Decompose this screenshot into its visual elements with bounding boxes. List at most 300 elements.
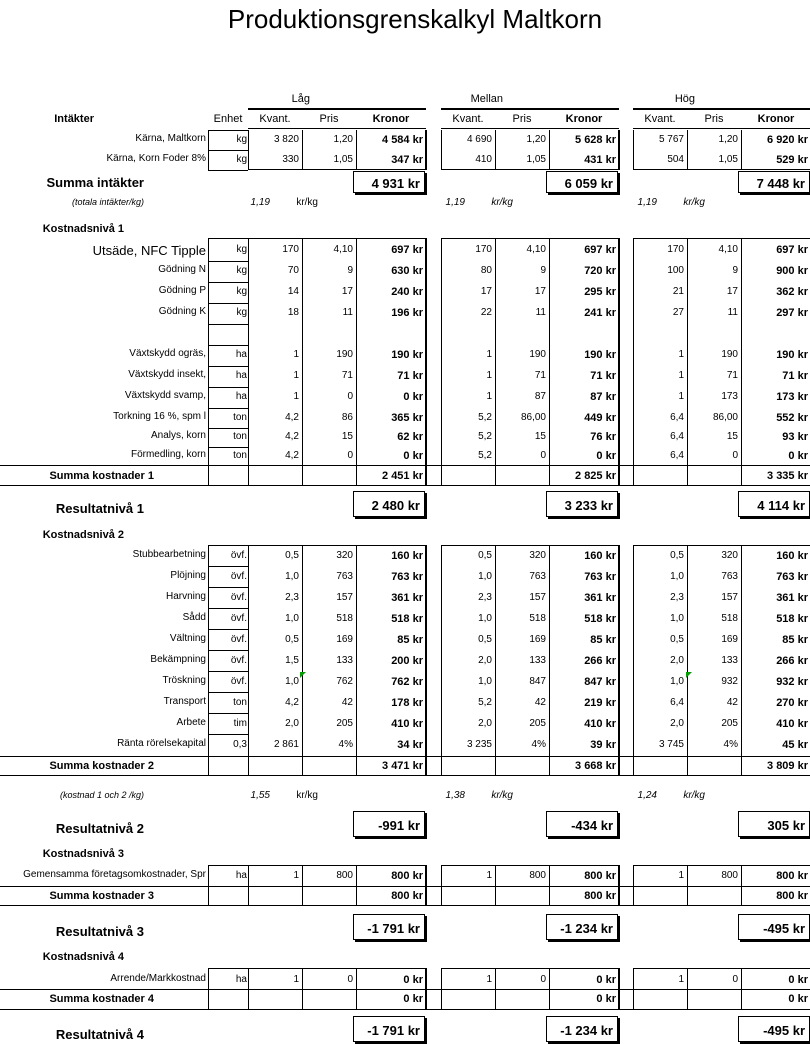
price-cell: 0 xyxy=(347,973,353,985)
header-price: Pris xyxy=(704,113,724,125)
scenario-rule xyxy=(248,108,426,110)
row-label: Vältning xyxy=(169,633,206,644)
sum3-grid xyxy=(549,887,550,905)
qty-cell: 2,3 xyxy=(670,592,684,603)
result-box xyxy=(353,491,425,517)
unit-cell: kg xyxy=(236,244,247,255)
sum2-grid xyxy=(248,757,249,775)
price-cell: 1,20 xyxy=(526,134,546,145)
qty-cell: 3 820 xyxy=(273,134,299,145)
unit-cell: ha xyxy=(235,869,247,881)
price-cell: 1,20 xyxy=(718,134,738,145)
ratio-unit: kr/kg xyxy=(491,790,513,801)
amount-cell: 178 kr xyxy=(391,697,423,709)
sum1-grid xyxy=(741,466,742,485)
sum2-grid xyxy=(302,757,303,775)
row-label: Analys, korn xyxy=(150,430,206,441)
amount-cell: 219 kr xyxy=(584,697,616,709)
amount-cell: 0 kr xyxy=(403,391,423,403)
amount-cell: 266 kr xyxy=(584,655,616,667)
result-box xyxy=(546,914,618,940)
scenario-rule xyxy=(633,108,810,110)
price-cell: 320 xyxy=(336,550,353,561)
sum1-grid xyxy=(356,466,357,485)
amount-cell: 190 kr xyxy=(776,349,808,361)
ratio-unit: kr/kg xyxy=(683,790,705,801)
price-cell: 518 xyxy=(721,613,738,624)
qty-cell: 3 235 xyxy=(466,739,492,750)
grid-line xyxy=(441,238,619,239)
qty-cell: 100 xyxy=(667,265,684,276)
price-cell: 0 xyxy=(347,391,353,402)
price-cell: 0 xyxy=(732,973,738,985)
amount-cell: 697 kr xyxy=(776,244,808,256)
price-cell: 0 xyxy=(732,450,738,461)
grid-line xyxy=(248,865,426,866)
qty-cell: 2,0 xyxy=(478,655,492,666)
unit-cell: kg xyxy=(236,307,247,318)
amount-cell: 763 kr xyxy=(391,571,423,583)
amount-cell: 266 kr xyxy=(776,655,808,667)
result-value: 7 448 kr xyxy=(756,175,805,191)
sum3-grid xyxy=(618,887,620,905)
amount-cell: 720 kr xyxy=(584,265,616,277)
qty-cell: 1 xyxy=(678,869,684,881)
grid-line xyxy=(441,128,619,129)
header-amount: Kronor xyxy=(757,113,795,125)
price-cell: 17 xyxy=(726,286,738,297)
unit-rule xyxy=(208,408,248,409)
qty-cell: 1,0 xyxy=(478,571,492,582)
price-cell: 205 xyxy=(336,718,353,729)
qty-cell: 70 xyxy=(287,265,299,276)
result-box xyxy=(546,811,618,837)
cost1-grid xyxy=(618,238,620,466)
price-cell: 320 xyxy=(721,550,738,561)
sum4-grid xyxy=(441,990,442,1009)
row-label: Stubbearbetning xyxy=(132,549,206,560)
sum1-grid xyxy=(618,466,620,485)
ratio-value: 1,19 xyxy=(250,197,270,208)
grid-line xyxy=(248,128,426,129)
amount-cell: 45 kr xyxy=(782,739,808,751)
amount-cell: 240 kr xyxy=(391,286,423,298)
amount-cell: 71 kr xyxy=(590,370,616,382)
qty-cell: 21 xyxy=(672,286,684,297)
sum1-grid xyxy=(687,466,688,485)
unit-rule xyxy=(208,671,248,672)
amount-cell: 800 kr xyxy=(776,869,808,882)
result-box xyxy=(353,914,425,940)
price-cell: 133 xyxy=(529,655,546,666)
summa-intakter-label: Summa intäkter xyxy=(46,175,144,190)
result-value: 4 931 kr xyxy=(371,175,420,191)
unit-cell: ha xyxy=(235,973,247,985)
price-cell: 157 xyxy=(336,592,353,603)
cost3-grid xyxy=(208,865,209,886)
grid-line xyxy=(0,1009,810,1010)
amount-cell: 4 584 kr xyxy=(382,134,423,146)
qty-cell: 1 xyxy=(678,973,684,985)
amount-cell: 410 kr xyxy=(391,718,423,730)
qty-cell: 2,0 xyxy=(285,718,299,729)
sum2-grid xyxy=(549,757,550,775)
sum-value: 2 825 kr xyxy=(575,470,616,482)
sum3-grid xyxy=(495,887,496,905)
price-cell: 932 xyxy=(721,676,738,687)
price-cell: 87 xyxy=(534,391,546,402)
sum4-grid xyxy=(741,990,742,1009)
amount-cell: 34 kr xyxy=(397,739,423,751)
price-cell: 173 xyxy=(721,391,738,402)
header-unit: Enhet xyxy=(213,113,243,125)
price-cell: 762 xyxy=(336,676,353,687)
grid-line xyxy=(0,756,810,757)
price-cell: 847 xyxy=(529,676,546,687)
sum-value: 3 809 kr xyxy=(767,760,808,772)
summa-intakter-box xyxy=(353,171,425,193)
qty-cell: 170 xyxy=(667,244,684,255)
result-value: -495 kr xyxy=(763,1022,805,1038)
amount-cell: 71 kr xyxy=(397,370,423,382)
sum2-grid xyxy=(425,757,427,775)
price-cell: 190 xyxy=(336,349,353,360)
unit-rule xyxy=(208,566,248,567)
sum-value: 0 kr xyxy=(788,993,808,1005)
price-cell: 9 xyxy=(732,265,738,276)
price-cell: 9 xyxy=(540,265,546,276)
amount-cell: 361 kr xyxy=(391,592,423,604)
sum-value: 800 kr xyxy=(776,890,808,902)
comment-marker xyxy=(686,672,692,678)
ratio-value: 1,55 xyxy=(250,790,270,801)
amount-cell: 160 kr xyxy=(584,550,616,562)
amount-cell: 763 kr xyxy=(584,571,616,583)
summa-intakter-box xyxy=(738,171,810,193)
price-cell: 518 xyxy=(529,613,546,624)
unit-cell: övf. xyxy=(230,634,247,645)
price-cell: 190 xyxy=(529,349,546,360)
unit-rule xyxy=(208,130,248,131)
unit-cell: övf. xyxy=(230,676,247,687)
unit-cell: kg xyxy=(236,154,247,165)
qty-cell: 4 690 xyxy=(466,134,492,145)
price-cell: 15 xyxy=(341,431,353,442)
result-box xyxy=(546,491,618,517)
unit-rule xyxy=(208,238,248,239)
amount-cell: 6 920 kr xyxy=(767,134,808,146)
unit-cell: ha xyxy=(235,391,247,402)
unit-rule xyxy=(208,387,248,388)
sum1-grid xyxy=(248,466,249,485)
unit-rule xyxy=(208,608,248,609)
amount-cell: 270 kr xyxy=(776,697,808,709)
grid-line xyxy=(248,968,426,969)
unit-rule xyxy=(208,545,248,546)
amount-cell: 85 kr xyxy=(397,634,423,646)
result-value: -1 791 kr xyxy=(367,920,420,936)
sum1-grid xyxy=(425,466,427,485)
sum1-grid xyxy=(633,466,634,485)
amount-cell: 431 kr xyxy=(584,154,616,166)
qty-cell: 0,5 xyxy=(478,634,492,645)
qty-cell: 1 xyxy=(678,349,684,360)
ratio-unit: kr/kg xyxy=(683,197,705,208)
price-cell: 42 xyxy=(534,697,546,708)
sum3-grid xyxy=(633,887,634,905)
qty-cell: 17 xyxy=(480,286,492,297)
result-value: 4 114 kr xyxy=(757,497,805,513)
price-cell: 4% xyxy=(531,739,546,750)
qty-cell: 1 xyxy=(293,349,299,360)
amount-cell: 76 kr xyxy=(590,431,616,443)
header-qty: Kvant. xyxy=(644,113,676,125)
qty-cell: 170 xyxy=(475,244,492,255)
ratio-unit: kr/kg xyxy=(296,197,318,208)
qty-cell: 5 767 xyxy=(658,134,684,145)
unit-cell: övf. xyxy=(230,550,247,561)
qty-cell: 1,0 xyxy=(285,676,299,687)
unit-rule xyxy=(208,692,248,693)
price-cell: 4,10 xyxy=(718,244,738,255)
amount-cell: 39 kr xyxy=(590,739,616,751)
amount-cell: 85 kr xyxy=(782,634,808,646)
row-label: Förmedling, korn xyxy=(130,449,206,460)
unit-rule xyxy=(208,865,248,866)
price-cell: 133 xyxy=(721,655,738,666)
price-cell: 17 xyxy=(341,286,353,297)
sum2-grid xyxy=(208,757,209,775)
amount-cell: 241 kr xyxy=(584,307,616,319)
amount-cell: 361 kr xyxy=(776,592,808,604)
price-cell: 71 xyxy=(726,370,738,381)
result-value: -434 kr xyxy=(571,817,613,833)
result-box xyxy=(546,1016,618,1042)
sum-value: 2 451 kr xyxy=(382,470,423,482)
cost1-grid xyxy=(208,238,209,466)
amount-cell: 87 kr xyxy=(590,391,616,403)
sum3-grid xyxy=(425,887,427,905)
price-cell: 169 xyxy=(721,634,738,645)
amount-cell: 900 kr xyxy=(776,265,808,277)
price-cell: 763 xyxy=(336,571,353,582)
sum2-grid xyxy=(356,757,357,775)
ratio-value: 1,24 xyxy=(637,790,657,801)
price-cell: 42 xyxy=(341,697,353,708)
unit-rule xyxy=(208,366,248,367)
unit-cell: ton xyxy=(233,697,247,708)
amount-cell: 630 kr xyxy=(391,265,423,277)
qty-cell: 2,0 xyxy=(478,718,492,729)
row-label: Gödning N xyxy=(158,264,206,275)
amount-cell: 361 kr xyxy=(584,592,616,604)
qty-cell: 14 xyxy=(287,286,299,297)
qty-cell: 2,0 xyxy=(670,655,684,666)
sum2-grid xyxy=(441,757,442,775)
qty-cell: 0,5 xyxy=(478,550,492,561)
cost3-grid xyxy=(425,865,427,886)
sum4-grid xyxy=(302,990,303,1009)
price-cell: 800 xyxy=(336,869,353,881)
result-box xyxy=(738,811,810,837)
income-grid xyxy=(425,130,427,170)
amount-cell: 71 kr xyxy=(782,370,808,382)
unit-rule xyxy=(208,428,248,429)
amount-cell: 529 kr xyxy=(776,154,808,166)
result-value: 305 kr xyxy=(767,817,805,833)
amount-cell: 449 kr xyxy=(584,411,616,424)
unit-cell: kg xyxy=(236,134,247,145)
result-value: -1 791 kr xyxy=(367,1022,420,1038)
row-label: Arbete xyxy=(176,717,206,728)
cost3-grid xyxy=(618,865,620,886)
result-value: 3 233 kr xyxy=(564,497,613,513)
price-cell: 763 xyxy=(721,571,738,582)
sum4-grid xyxy=(356,990,357,1009)
result-value: 6 059 kr xyxy=(564,175,613,191)
summa-k3-label: Summa kostnader 3 xyxy=(49,890,154,902)
sum3-grid xyxy=(248,887,249,905)
row-label: Bekämpning xyxy=(150,654,206,665)
row-label: Växtskydd ogräs, xyxy=(129,348,206,359)
amount-cell: 0 kr xyxy=(788,450,808,462)
qty-cell: 1 xyxy=(486,370,492,381)
row-label: Växtskydd svamp, xyxy=(124,390,206,401)
amount-cell: 362 kr xyxy=(776,286,808,298)
summa-intakter-box xyxy=(546,171,618,193)
grid-line xyxy=(0,989,810,990)
ratio-unit: kr/kg xyxy=(491,197,513,208)
amount-cell: 93 kr xyxy=(782,431,808,443)
price-cell: 800 xyxy=(529,869,546,881)
row-label: Kärna, Korn Foder 8% xyxy=(106,153,206,164)
summa-k4-label: Summa kostnader 4 xyxy=(49,993,154,1005)
page-title: Produktionsgrenskalkyl Maltkorn xyxy=(227,4,603,34)
unit-rule xyxy=(208,587,248,588)
qty-cell: 504 xyxy=(667,154,684,165)
section-heading: Kostnadsnivå 4 xyxy=(42,951,124,963)
summa-k2-label: Summa kostnader 2 xyxy=(49,760,154,772)
unit-rule xyxy=(208,170,248,171)
row-label: Gemensamma företagsomkostnader, Spr xyxy=(23,868,206,880)
price-cell: 15 xyxy=(534,431,546,442)
grid-line xyxy=(633,169,810,170)
qty-cell: 0,5 xyxy=(670,634,684,645)
qty-cell: 330 xyxy=(282,154,299,165)
price-cell: 15 xyxy=(726,431,738,442)
res4-label: Resultatnivå 4 xyxy=(55,1027,144,1042)
qty-cell: 6,4 xyxy=(670,431,684,442)
ratio-value: 1,19 xyxy=(637,197,657,208)
qty-cell: 5,2 xyxy=(478,431,492,442)
qty-cell: 1 xyxy=(678,370,684,381)
unit-rule xyxy=(208,629,248,630)
qty-cell: 0,5 xyxy=(285,634,299,645)
row-label: Torkning 16 %, spm l xyxy=(113,410,206,422)
price-cell: 4,10 xyxy=(333,244,353,255)
header-price: Pris xyxy=(512,113,532,125)
sum4-grid xyxy=(248,990,249,1009)
qty-cell: 1,0 xyxy=(670,613,684,624)
qty-cell: 6,4 xyxy=(670,411,684,423)
price-cell: 71 xyxy=(534,370,546,381)
qty-cell: 4,2 xyxy=(285,431,299,442)
sum-value: 800 kr xyxy=(391,890,423,902)
amount-cell: 410 kr xyxy=(776,718,808,730)
grid-line xyxy=(0,775,810,776)
scenario-rule xyxy=(441,108,619,110)
qty-cell: 1,0 xyxy=(670,676,684,687)
amount-cell: 697 kr xyxy=(584,244,616,256)
row-label: Transport xyxy=(163,696,206,707)
price-cell: 190 xyxy=(721,349,738,360)
qty-cell: 4,2 xyxy=(285,411,299,423)
unit-rule xyxy=(208,345,248,346)
sum4-grid xyxy=(549,990,550,1009)
row-label: Kärna, Maltkorn xyxy=(135,133,206,144)
qty-cell: 1 xyxy=(293,370,299,381)
res3-label: Resultatnivå 3 xyxy=(55,924,144,939)
unit-cell: tim xyxy=(233,718,247,729)
sum-value: 0 kr xyxy=(403,993,423,1005)
amount-cell: 297 kr xyxy=(776,307,808,319)
unit-cell: kg xyxy=(236,265,247,276)
amount-cell: 190 kr xyxy=(391,349,423,361)
unit-cell: ha xyxy=(235,370,247,381)
section-heading: Kostnadsnivå 1 xyxy=(42,223,124,235)
grid-line xyxy=(0,886,810,887)
qty-cell: 0,5 xyxy=(670,550,684,561)
grid-line xyxy=(0,465,810,466)
sum1-grid xyxy=(549,466,550,485)
qty-cell: 1,5 xyxy=(285,655,299,666)
sum-value: 0 kr xyxy=(596,993,616,1005)
sum3-grid xyxy=(302,887,303,905)
comment-marker xyxy=(300,672,306,678)
sum4-grid xyxy=(633,990,634,1009)
row-label: Sådd xyxy=(182,612,206,623)
qty-cell: 2,0 xyxy=(670,718,684,729)
sum3-grid xyxy=(356,887,357,905)
price-cell: 4,10 xyxy=(526,244,546,255)
sum2-grid xyxy=(633,757,634,775)
amount-cell: 847 kr xyxy=(584,676,616,688)
sum4-grid xyxy=(687,990,688,1009)
amount-cell: 763 kr xyxy=(776,571,808,583)
row-label: Tröskning xyxy=(162,675,206,686)
ratio-value: 1,38 xyxy=(445,790,465,801)
price-cell: 0 xyxy=(347,450,353,461)
amount-cell: 190 kr xyxy=(584,349,616,361)
sum3-grid xyxy=(208,887,209,905)
price-cell: 157 xyxy=(721,592,738,603)
amount-cell: 85 kr xyxy=(590,634,616,646)
price-cell: 4% xyxy=(338,739,353,750)
sum4-grid xyxy=(618,990,620,1009)
header-amount: Kronor xyxy=(565,113,603,125)
result-value: -1 234 kr xyxy=(560,1022,613,1038)
price-cell: 86,00 xyxy=(520,411,546,423)
qty-cell: 1 xyxy=(486,391,492,402)
price-cell: 1,05 xyxy=(718,154,738,165)
sum1-grid xyxy=(302,466,303,485)
qty-cell: 80 xyxy=(480,265,492,276)
sum4-grid xyxy=(495,990,496,1009)
price-cell: 1,05 xyxy=(526,154,546,165)
unit-cell: övf. xyxy=(230,613,247,624)
qty-cell: 1 xyxy=(678,391,684,402)
grid-line xyxy=(441,865,619,866)
